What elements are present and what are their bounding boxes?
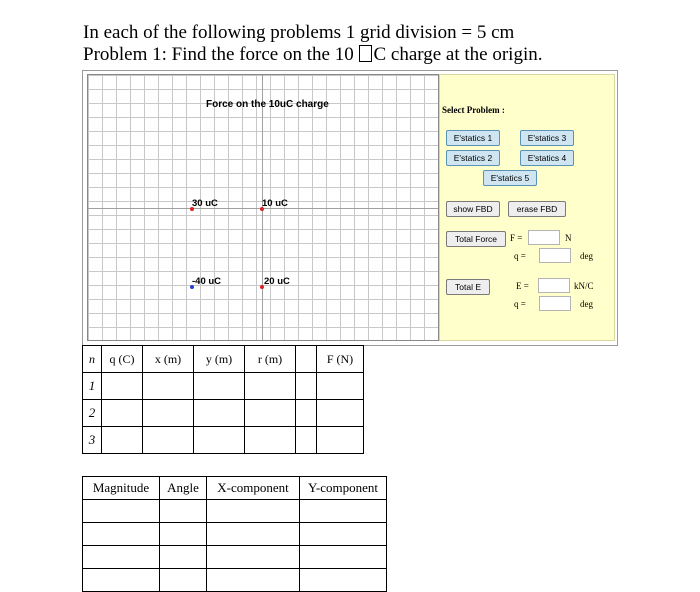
table-cell[interactable] — [207, 500, 300, 523]
col-n: n — [83, 346, 102, 373]
table-cell[interactable] — [300, 569, 387, 592]
table-cell[interactable] — [102, 373, 143, 400]
col-theta — [296, 346, 317, 373]
table-cell[interactable] — [207, 569, 300, 592]
col-f: F (N) — [317, 346, 364, 373]
col-q: q (C) — [102, 346, 143, 373]
show-fbd-button[interactable]: show FBD — [446, 201, 500, 217]
table-cell[interactable] — [143, 427, 194, 454]
charge-label: 10 uC — [262, 198, 288, 209]
table-row — [83, 427, 364, 454]
table-cell[interactable] — [296, 427, 317, 454]
charge-label: 20 uC — [264, 276, 290, 287]
table-cell[interactable] — [194, 373, 245, 400]
table-cell[interactable] — [296, 373, 317, 400]
table-cell[interactable] — [83, 500, 160, 523]
force-magnitude-field[interactable] — [528, 230, 560, 245]
col-magnitude: Magnitude — [83, 477, 160, 500]
force-angle-label: q = — [514, 251, 526, 261]
table-cell[interactable] — [102, 427, 143, 454]
table-cell[interactable] — [160, 569, 207, 592]
table-row — [83, 400, 364, 427]
control-panel — [439, 74, 615, 341]
force-angle-field[interactable] — [539, 248, 571, 263]
efield-label: E = — [516, 281, 529, 291]
total-e-button[interactable]: Total E — [446, 279, 490, 295]
problem-instructions: In each of the following problems 1 grid division = 5 cm — [83, 22, 515, 43]
col-dy: y (m) — [194, 346, 245, 373]
force-unit: N — [565, 233, 572, 243]
table-cell[interactable] — [83, 546, 160, 569]
table-cell[interactable] — [300, 523, 387, 546]
problem-statement-start: Problem 1: Find the force on the 10 — [83, 44, 359, 65]
table-cell[interactable] — [245, 373, 296, 400]
estatics-5-button[interactable]: E'statics 5 — [483, 170, 537, 186]
table-cell[interactable] — [160, 546, 207, 569]
total-force-button[interactable]: Total Force — [446, 231, 506, 247]
charge-grid[interactable] — [87, 74, 439, 341]
table-cell[interactable] — [245, 400, 296, 427]
row-number: 3 — [83, 427, 102, 454]
force-label: F = — [510, 233, 523, 243]
estatics-3-button[interactable]: E'statics 3 — [520, 130, 574, 146]
plot-title: Force on the 10uC charge — [206, 99, 329, 110]
problem-statement-end: C charge at the origin. — [373, 44, 543, 65]
col-y-component: Y-component — [300, 477, 387, 500]
efield-magnitude-field[interactable] — [538, 278, 570, 293]
table-cell[interactable] — [300, 500, 387, 523]
table-cell[interactable] — [207, 546, 300, 569]
table-cell[interactable] — [317, 400, 364, 427]
force-angle-unit: deg — [580, 251, 593, 261]
efield-angle-field[interactable] — [539, 296, 571, 311]
row-number: 2 — [83, 400, 102, 427]
col-x-component: X-component — [207, 477, 300, 500]
table-cell[interactable] — [160, 523, 207, 546]
col-angle: Angle — [160, 477, 207, 500]
table-row — [83, 373, 364, 400]
charge-table — [82, 345, 364, 454]
efield-angle-label: q = — [514, 299, 526, 309]
table-cell[interactable] — [194, 427, 245, 454]
table-cell[interactable] — [83, 569, 160, 592]
estatics-1-button[interactable]: E'statics 1 — [446, 130, 500, 146]
table-cell[interactable] — [296, 400, 317, 427]
col-r: r (m) — [245, 346, 296, 373]
table-cell[interactable] — [102, 400, 143, 427]
table-row — [83, 523, 387, 546]
table-cell[interactable] — [245, 427, 296, 454]
statics-applet — [82, 70, 618, 346]
missing-mu-glyph — [359, 45, 372, 62]
table-cell[interactable] — [317, 373, 364, 400]
erase-fbd-button[interactable]: erase FBD — [508, 201, 566, 217]
table-cell[interactable] — [143, 373, 194, 400]
table-cell[interactable] — [300, 546, 387, 569]
table-cell[interactable] — [207, 523, 300, 546]
estatics-4-button[interactable]: E'statics 4 — [520, 150, 574, 166]
charge-label: 30 uC — [192, 198, 218, 209]
charge-label: -40 uC — [192, 276, 222, 287]
table-row — [83, 546, 387, 569]
table-cell[interactable] — [143, 400, 194, 427]
table-cell[interactable] — [194, 400, 245, 427]
result-table — [82, 476, 387, 592]
estatics-2-button[interactable]: E'statics 2 — [446, 150, 500, 166]
col-dx: x (m) — [143, 346, 194, 373]
efield-unit: kN/C — [574, 281, 594, 291]
table-row — [83, 500, 387, 523]
table-cell[interactable] — [160, 500, 207, 523]
table-header-row — [83, 346, 364, 373]
table-header-row — [83, 477, 387, 500]
efield-angle-unit: deg — [580, 299, 593, 309]
table-cell[interactable] — [83, 523, 160, 546]
select-problem-label: Select Problem : — [442, 105, 505, 115]
table-cell[interactable] — [317, 427, 364, 454]
table-row — [83, 569, 387, 592]
row-number: 1 — [83, 373, 102, 400]
problem-statement — [83, 44, 542, 66]
